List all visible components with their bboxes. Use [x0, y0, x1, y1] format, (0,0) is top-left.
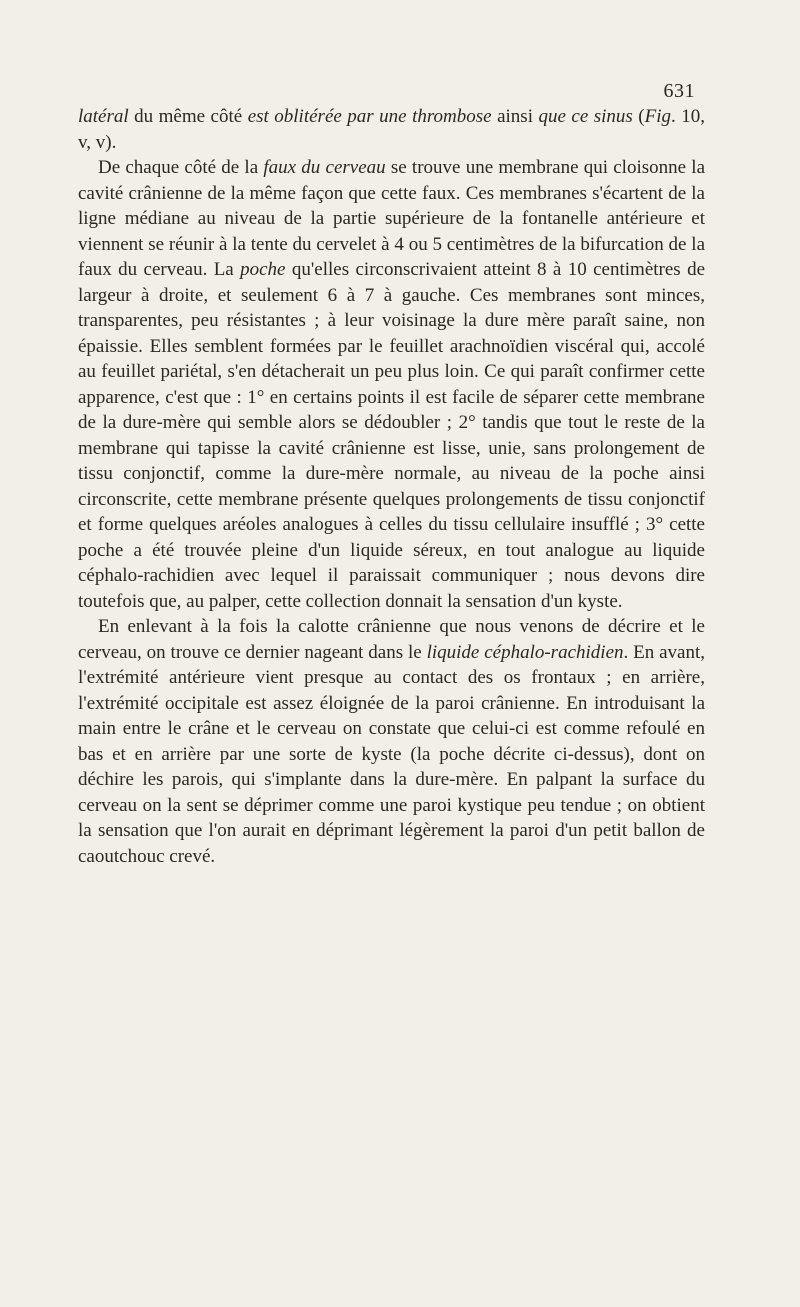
text-segment: latéral — [78, 106, 129, 127]
paragraph-2 — [78, 155, 705, 614]
text-segment: ainsi — [491, 106, 539, 127]
text-segment: se trouve une membrane qui cloisonne la cavité crânienne de la même façon que cette faux. Ces membranes s'écartent de la ligne médiane au niveau de la partie supérieure de la fontanelle antérieure et viennent se réunir à la tente du cervelet à 4 ou 5 centimètres de la bifurcation de la faux du cerveau. La — [78, 157, 706, 280]
text-segment: liquide céphalo-rachidien — [426, 641, 624, 663]
paragraph-3 — [78, 614, 705, 869]
text-segment: ( — [632, 106, 645, 127]
page-number: 631 — [663, 80, 695, 102]
text-segment: du même côté — [128, 106, 248, 127]
text-segment: . En avant, l'extrémité antérieure vient presque au contact des os frontaux ; en arrière, l'extrémité occipitale est assez éloignée de la paroi crânienne. En introduisant la main entre le crâne et le cerveau on constate que celui-ci est comme refoulé en bas et en arrière par une sorte de kyste (la poche décrite ci-dessus), dont on déchire les parois, qui s'implante dans la dure-mère. En palpant la surface du cerveau on la sent se déprimer comme une paroi kystique peu tendue ; on obtient la sensation que l'on aurait en déprimant légèrement la paroi d'un petit ballon de caoutchouc crevé. — [78, 641, 705, 867]
text-segment: En enlevant à la fois la calotte crânienne que nous venons de décrire et le cerveau, on trouve ce dernier nageant dans le — [78, 616, 705, 663]
paragraph-1 — [78, 104, 705, 155]
text-segment: faux du cerveau — [263, 157, 386, 178]
text-segment: Fig — [644, 106, 672, 127]
text-segment: . 10, v, v). — [78, 106, 705, 153]
text-segment: De chaque côté de la — [98, 157, 264, 178]
text-segment: est oblitérée par une thrombose — [247, 106, 492, 127]
body-text — [78, 104, 705, 869]
text-segment: que ce sinus — [538, 106, 633, 127]
text-segment: qu'elles circonscrivaient atteint 8 à 10 centimètres de largeur à droite, et seulement 6 à 7 à gauche. Ces membranes sont minces, transparentes, peu résistantes ; à leur voisinage la dure mère paraît saine, non épaissie. Elles semblent formées par le feuillet arachnoïdien viscéral qui, accolé au feuillet pariétal, s'en détacherait un peu plus loin. Ce qui paraît confirmer cette apparence, c'est que : 1° en certains points il est facile de séparer cette membrane de la dure-mère qui semble alors se dédoubler ; 2° tandis que tout le reste de la membrane qui tapisse la cavité crânienne est lisse, unie, sans prolongement de tissu conjonctif, comme la dure-mère normale, au niveau de la poche ainsi circonscrite, cette membrane présente quelques prolongements de tissu conjonctif et forme quelques aréoles analogues à celles du tissu cellulaire insufflé ; 3° cette poche a été trouvée pleine d'un liquide séreux, en tout analogue au liquide céphalo-rachidien avec lequel il paraissait communiquer ; nous devons dire toutefois que, au palper, cette collection donnait la sensation d'un kyste. — [78, 259, 705, 612]
text-segment: poche — [240, 259, 286, 280]
